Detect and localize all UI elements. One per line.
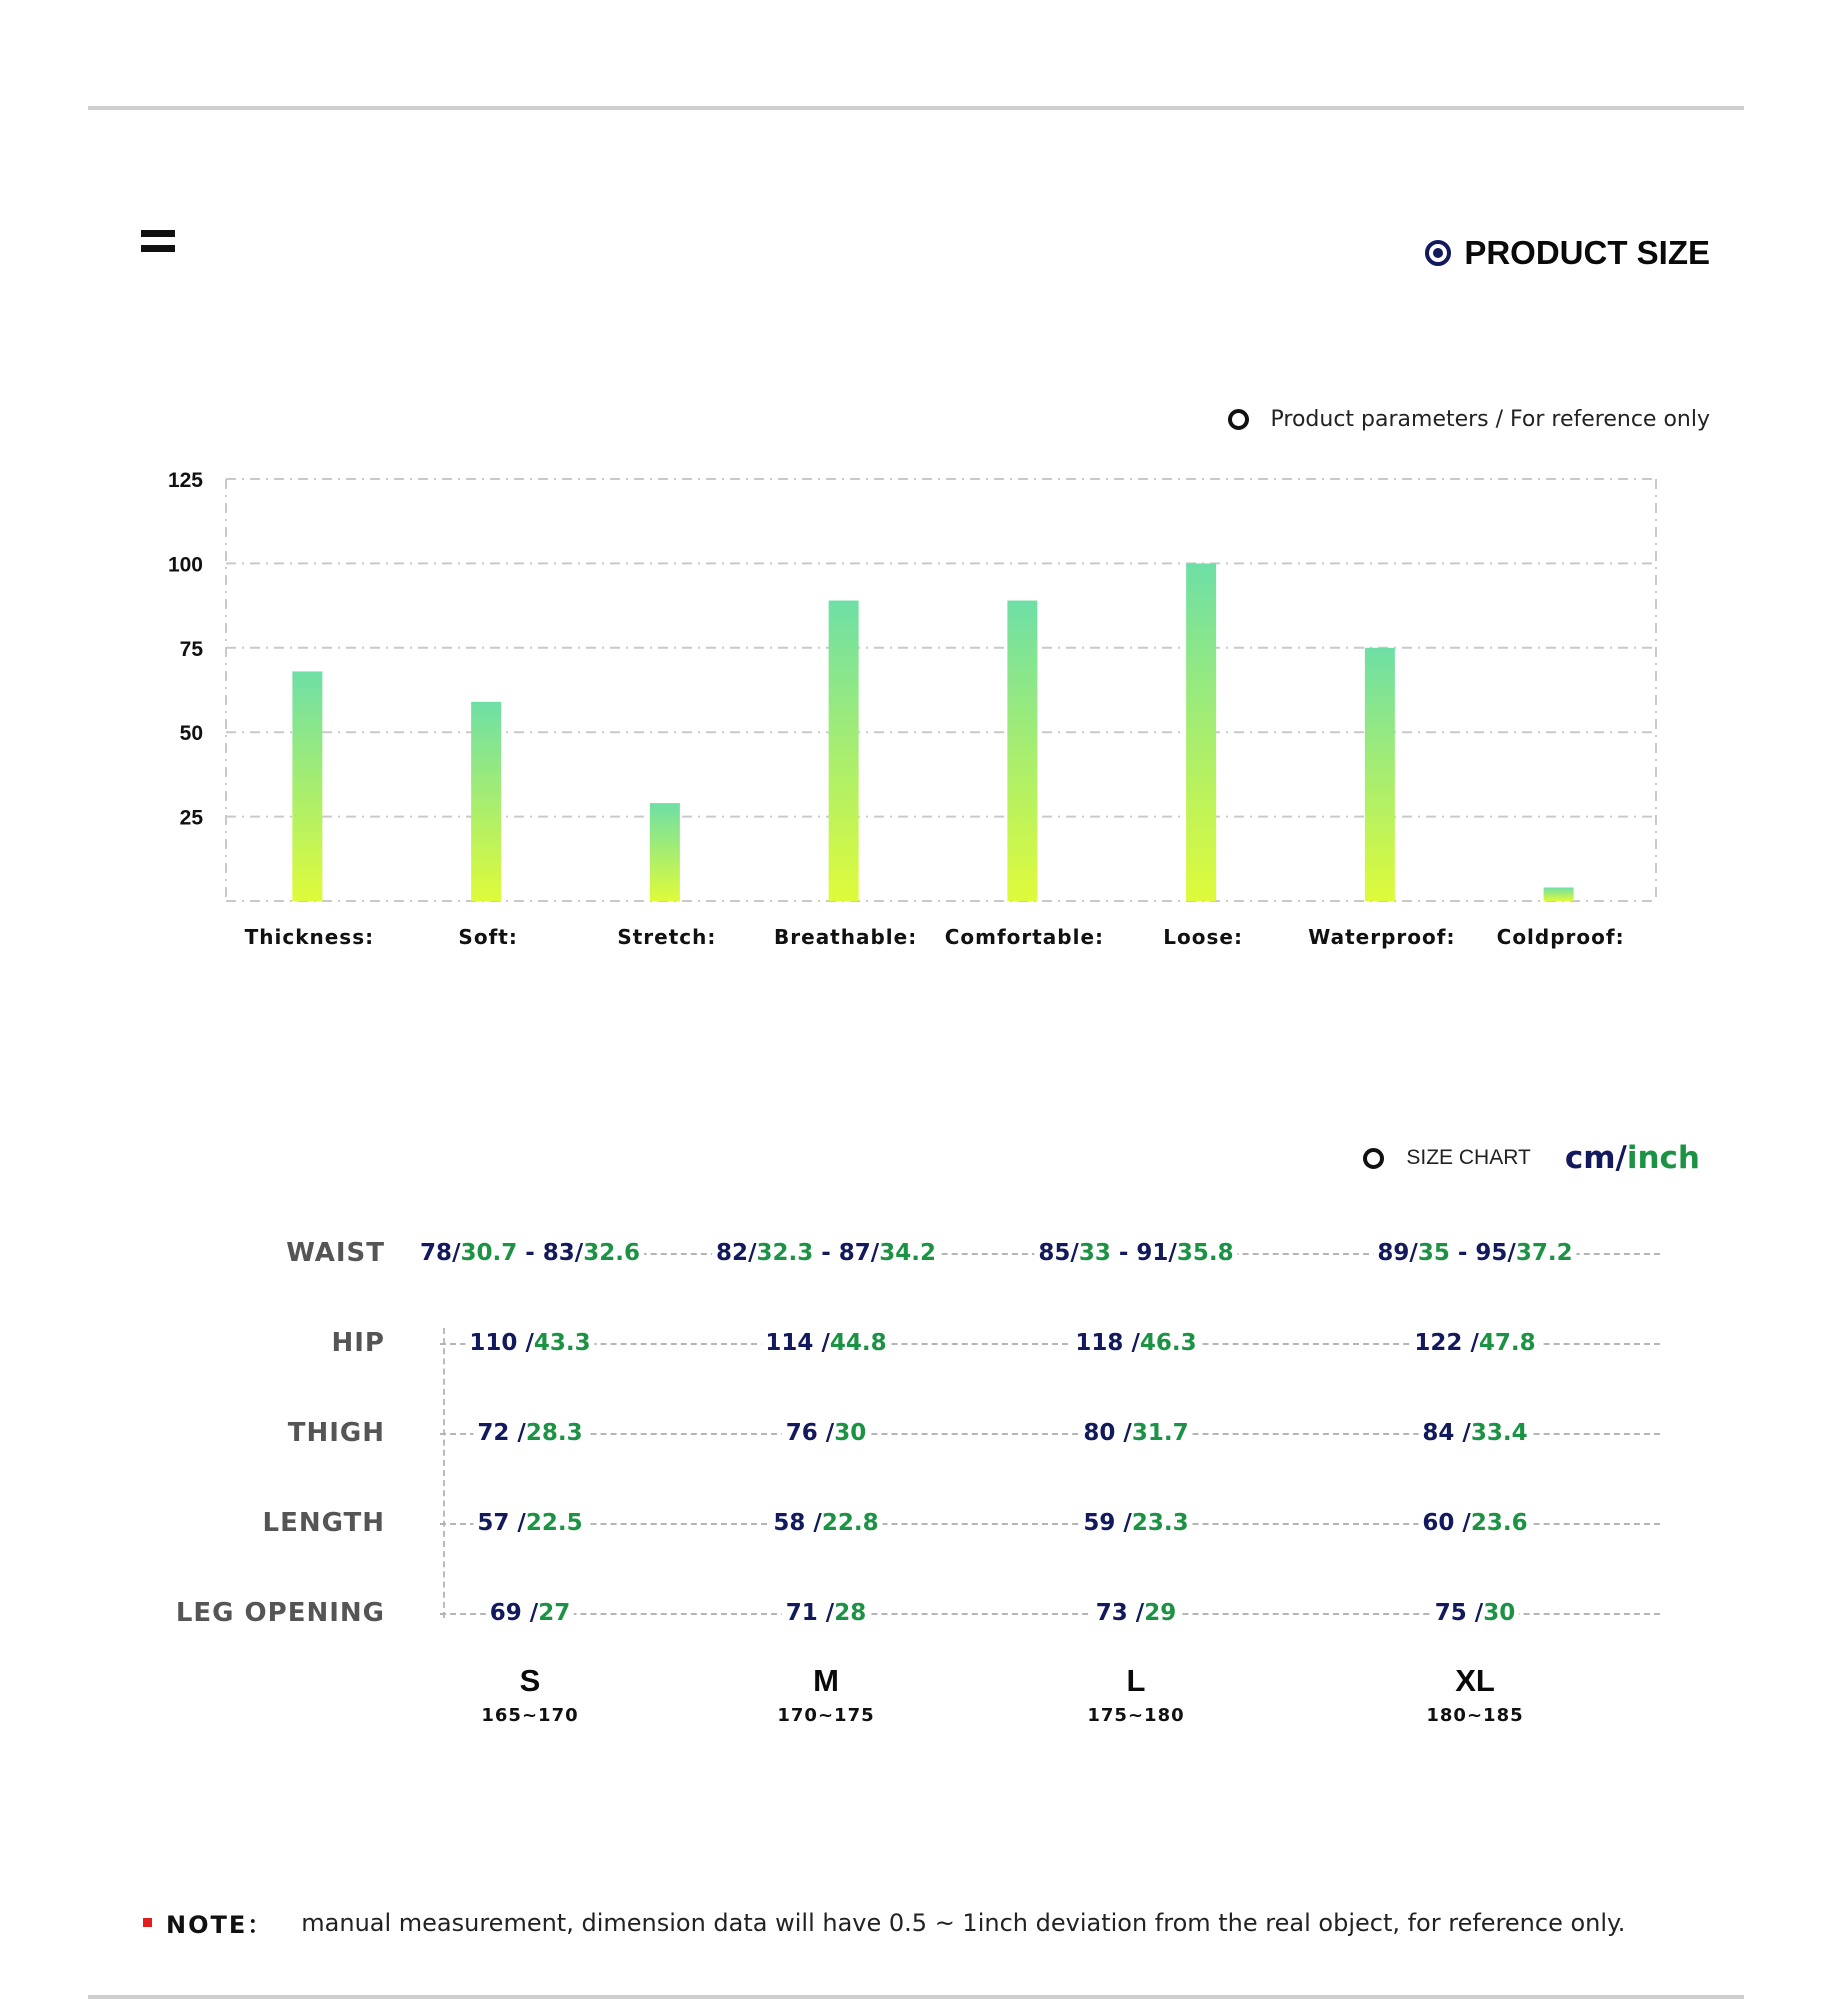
size-height-range: 165~170: [481, 1705, 579, 1726]
size-cell: [473, 1420, 586, 1446]
inch-value: 37.2: [1515, 1240, 1573, 1266]
cm-value: 57: [477, 1510, 518, 1536]
inch-value: 46.3: [1139, 1330, 1197, 1356]
value-separator: /: [517, 1510, 526, 1536]
row-label-leg-opening: LEG OPENING: [175, 1598, 385, 1628]
cm-value: 83: [542, 1240, 575, 1266]
size-height-range: 170~175: [777, 1705, 875, 1726]
size-chart-label: SIZE CHART: [1406, 1146, 1531, 1169]
bar-breathable: [829, 601, 859, 901]
cm-value: 59: [1083, 1510, 1124, 1536]
row-label-length: LENGTH: [262, 1508, 385, 1538]
unit-cm: cm: [1564, 1140, 1616, 1176]
size-height-range: 175~180: [1087, 1705, 1185, 1726]
value-separator: /: [529, 1600, 539, 1626]
size-height-range: 180~185: [1426, 1705, 1524, 1726]
row-label-waist: WAIST: [286, 1238, 385, 1268]
cm-value: 84: [1422, 1420, 1463, 1446]
value-separator: /: [1135, 1600, 1145, 1626]
note-text: manual measurement, dimension data will have 0.5 ~ 1inch deviation from the real object, for reference only.: [301, 1908, 1626, 1937]
inch-value: 30: [834, 1420, 867, 1446]
size-table-axis: [443, 1328, 445, 1618]
x-tick-label: Stretch:: [617, 925, 717, 949]
size-chart-header: [1363, 1140, 1700, 1176]
value-separator: /: [813, 1510, 822, 1536]
note: [143, 1905, 1625, 1940]
size-cell: [782, 1420, 870, 1446]
value-separator: /: [517, 1420, 526, 1446]
y-tick-label: 125: [167, 469, 203, 492]
size-cell: [1373, 1240, 1576, 1266]
size-cell: [465, 1330, 594, 1356]
size-cell: [1418, 1510, 1531, 1536]
cm-value: 91: [1136, 1240, 1169, 1266]
size-cell: [761, 1330, 890, 1356]
value-separator: /: [1131, 1330, 1140, 1356]
size-name: XL: [1455, 1663, 1495, 1698]
value-separator: /: [1168, 1240, 1177, 1266]
value-separator: /: [1123, 1510, 1132, 1536]
size-cell: [1079, 1420, 1192, 1446]
inch-value: 32.3: [756, 1240, 814, 1266]
size-cell: [782, 1600, 870, 1626]
size-cell: [1079, 1510, 1192, 1536]
inch-value: 28.3: [525, 1420, 583, 1446]
cm-value: 110: [469, 1330, 526, 1356]
inch-value: 27: [538, 1600, 571, 1626]
note-bullet-icon: [143, 1918, 152, 1927]
y-tick-label: 50: [179, 722, 203, 746]
size-cell: [486, 1600, 574, 1626]
x-tick-label: Coldproof:: [1496, 925, 1625, 949]
size-cell: [1431, 1600, 1519, 1626]
cm-value: 72: [477, 1420, 518, 1446]
cm-value: 95: [1475, 1240, 1508, 1266]
cm-value: 82: [716, 1240, 749, 1266]
x-tick-label: Thickness:: [244, 925, 375, 949]
bar-coldproof: [1544, 887, 1574, 901]
size-cell: [1418, 1420, 1531, 1446]
row-label-hip: HIP: [331, 1328, 385, 1358]
size-name: L: [1126, 1663, 1146, 1698]
value-separator: /: [825, 1600, 835, 1626]
cm-value: 80: [1083, 1420, 1124, 1446]
x-tick-label: Loose:: [1163, 925, 1243, 949]
bar-loose: [1186, 563, 1216, 901]
value-separator: /: [1123, 1420, 1132, 1446]
size-cell: [473, 1510, 586, 1536]
cm-value: 58: [773, 1510, 814, 1536]
value-separator: /: [1507, 1240, 1516, 1266]
value-separator: /: [1462, 1420, 1471, 1446]
cm-value: 71: [785, 1600, 826, 1626]
x-tick-label: Waterproof:: [1308, 925, 1456, 949]
y-tick-label: 75: [179, 637, 203, 661]
value-separator: -: [813, 1240, 839, 1266]
size-cell: [1092, 1600, 1180, 1626]
size-cell: [769, 1510, 882, 1536]
inch-value: 28: [834, 1600, 867, 1626]
inch-value: 33.4: [1470, 1420, 1528, 1446]
size-cell: [1034, 1240, 1237, 1266]
value-separator: /: [574, 1240, 584, 1266]
unit-inch: inch: [1626, 1140, 1700, 1176]
inch-value: 35: [1417, 1240, 1450, 1266]
value-separator: /: [821, 1330, 830, 1356]
cm-value: 122: [1414, 1330, 1471, 1356]
inch-value: 35.8: [1176, 1240, 1234, 1266]
value-separator: /: [1070, 1240, 1079, 1266]
cm-value: 89: [1377, 1240, 1410, 1266]
bar-waterproof: [1365, 648, 1395, 901]
inch-value: 30.7: [460, 1240, 518, 1266]
value-separator: /: [525, 1330, 534, 1356]
cm-value: 60: [1422, 1510, 1463, 1536]
inch-value: 44.8: [829, 1330, 887, 1356]
size-cell: [1410, 1330, 1539, 1356]
value-separator: /: [452, 1240, 461, 1266]
x-tick-label: Soft:: [458, 925, 518, 949]
bar-soft: [471, 702, 501, 901]
y-tick-label: 25: [179, 806, 203, 830]
inch-value: 22.5: [525, 1510, 583, 1536]
bar-stretch: [650, 803, 680, 901]
inch-value: 29: [1144, 1600, 1177, 1626]
inch-value: 32.6: [583, 1240, 640, 1266]
circle-bullet-icon: [1363, 1148, 1384, 1169]
value-separator: /: [1409, 1240, 1418, 1266]
note-label: NOTE：: [166, 1911, 274, 1939]
value-separator: /: [870, 1240, 880, 1266]
size-name: S: [519, 1663, 541, 1698]
x-tick-label: Breathable:: [774, 925, 918, 949]
inch-value: 30: [1483, 1600, 1516, 1626]
cm-value: 76: [785, 1420, 826, 1446]
size-cell: [416, 1240, 644, 1266]
value-separator: -: [1449, 1240, 1476, 1266]
unit-slash: /: [1615, 1140, 1627, 1176]
parameter-bar-chart: [0, 0, 1821, 980]
unit-label: [1565, 1140, 1700, 1176]
x-tick-label: Comfortable:: [944, 925, 1105, 949]
page-title: PRODUCT SIZE: [1464, 234, 1710, 271]
chart-note-text: Product parameters / For reference only: [1270, 407, 1710, 432]
inch-value: 22.8: [821, 1510, 879, 1536]
bar-comfortable: [1007, 601, 1037, 901]
size-cell: [712, 1240, 940, 1266]
value-separator: /: [748, 1240, 757, 1266]
value-separator: -: [1110, 1240, 1137, 1266]
bottom-divider: [88, 1995, 1744, 1999]
inch-value: 23.3: [1131, 1510, 1189, 1536]
inch-value: 31.7: [1131, 1420, 1189, 1446]
cm-value: 114: [765, 1330, 822, 1356]
size-cell: [1071, 1330, 1200, 1356]
size-name: M: [813, 1663, 839, 1698]
cm-value: 75: [1434, 1600, 1475, 1626]
inch-value: 33: [1078, 1240, 1111, 1266]
value-separator: /: [825, 1420, 835, 1446]
value-separator: /: [1462, 1510, 1471, 1536]
inch-value: 23.6: [1470, 1510, 1528, 1536]
row-label-thigh: THIGH: [287, 1418, 385, 1448]
inch-value: 47.8: [1478, 1330, 1536, 1356]
cm-value: 85: [1038, 1240, 1071, 1266]
cm-value: 118: [1075, 1330, 1132, 1356]
inch-value: 43.3: [533, 1330, 591, 1356]
value-separator: /: [1470, 1330, 1479, 1356]
cm-value: 78: [420, 1240, 453, 1266]
inch-value: 34.2: [879, 1240, 936, 1266]
cm-value: 87: [838, 1240, 871, 1266]
value-separator: -: [517, 1240, 543, 1266]
cm-value: 69: [489, 1600, 530, 1626]
cm-value: 73: [1095, 1600, 1136, 1626]
bar-thickness: [292, 671, 322, 901]
y-tick-label: 100: [167, 553, 203, 577]
value-separator: /: [1474, 1600, 1484, 1626]
